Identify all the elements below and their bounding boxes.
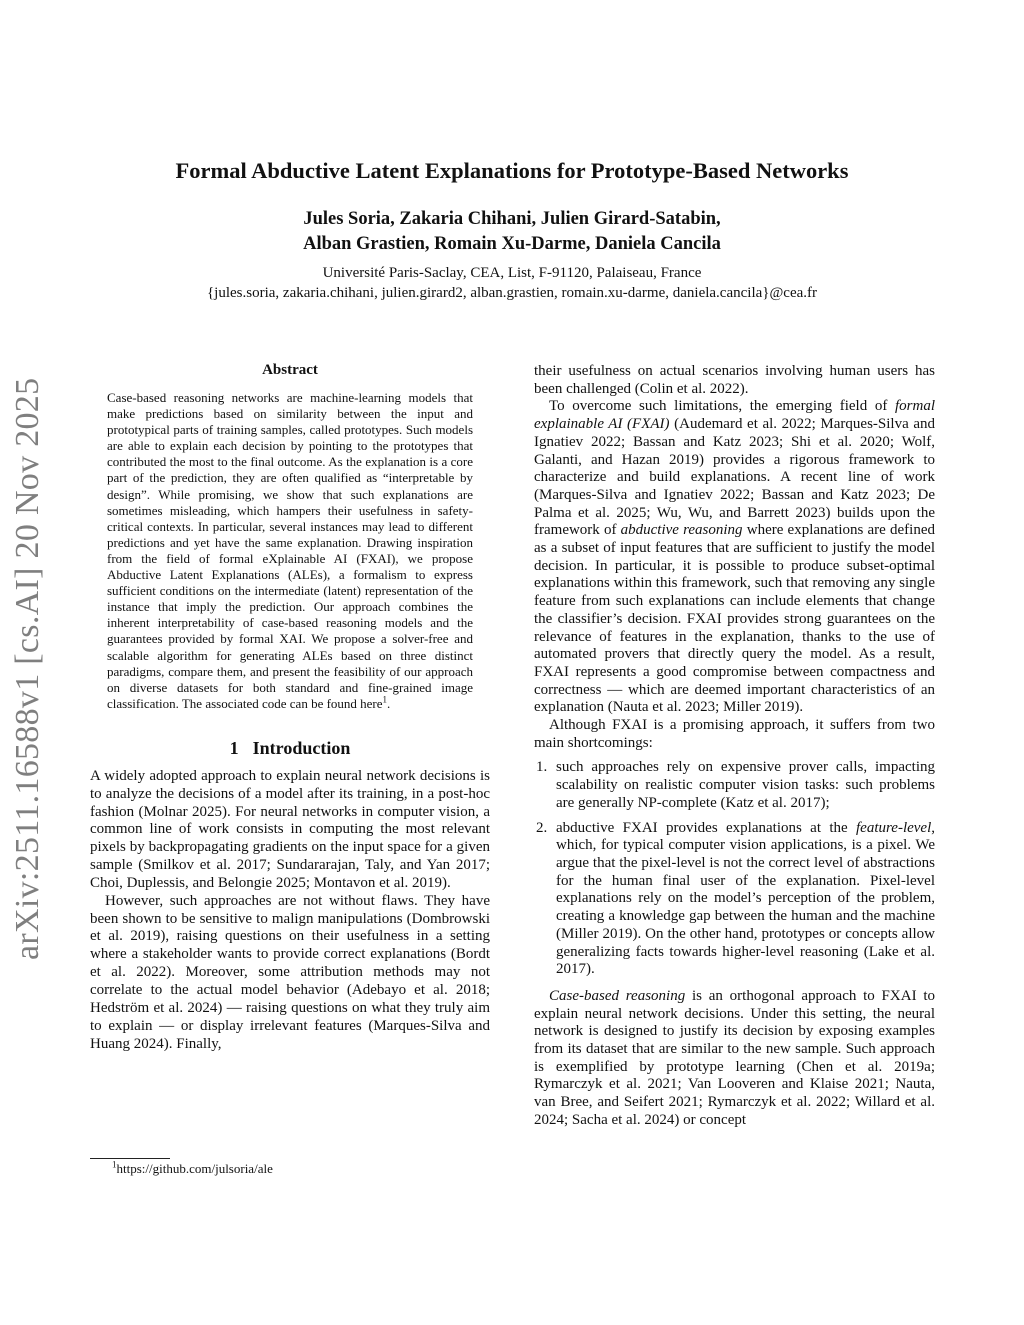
- footnote-reference: 1: [382, 694, 388, 705]
- list-item: [534, 759, 935, 812]
- abstract-body: Case-based reasoning networks are machine-learning models that make predictions based on similarity between the input and prototypical parts of training samples, called prototypes. Such models are able to explain each decision by pointing to the prototypes that contributed the most to the final outcome. As the explanation is a core part of the prediction, they are often qualified as “interpretable by design”. While promising, we show that such explanations are sometimes misleading, which hampers their usefulness in safety-critical contexts. In particular, several instances may lead to different predictions and yet have the same explanation. Drawing inspiration from the field of formal eXplainable AI (FXAI), we propose Abductive Latent Explanations (ALEs), a formalism to express sufficient conditions on the intermediate (latent) representation of the instance that imply the prediction. Our approach combines the inherent interpretability of case-based reasoning models and the guarantees provided by formal XAI. We propose a solver-free and scalable algorithm for generating ALEs based on three distinct paradigms, compare them, and present the feasibility of our approach on diverse datasets for both standard and fine-grained image classification. The associated code can be found here: [107, 390, 473, 711]
- section-heading-introduction: [90, 738, 490, 759]
- footnote-link[interactable]: https://github.com/julsoria/ale: [116, 1161, 273, 1176]
- arxiv-identifier: arXiv:2511.16588v1 [cs.AI] 20 Nov 2025: [9, 377, 46, 960]
- continued-paragraph: their usefulness on actual scenarios involving human users has been challenged (Colin et al. 2022).: [534, 363, 935, 397]
- section-number: 1: [229, 737, 239, 758]
- abstract-text: [107, 390, 473, 712]
- case-based-term: Case-based reasoning: [549, 987, 686, 1004]
- list-marker: 2.: [536, 819, 548, 836]
- intro-paragraph-1: A widely adopted approach to explain neural network decisions is to analyze the decisions of a model after its training, in a post-hoc fashion (Molnar 2025). For neural networks in computer vision, a common line of work consists in computing the most relevant pixels by backpropagating gradients on the input space for a given sample (Smilkov et al. 2017; Sundararajan, Taly, and Yan 2017; Choi, Duplessis, and Belongie 2025; Montavon et al. 2019).: [90, 767, 490, 891]
- affiliation-block: [0, 263, 1024, 303]
- list-item: [534, 820, 935, 979]
- list-item-text-1: abductive FXAI provides explanations at the: [556, 819, 857, 836]
- footnote-rule: [90, 1158, 170, 1159]
- list-item-text-2: , which, for typical computer vision applications, is a pixel. We argue that the pixel-level is not the correct level of abstractions for the human final user of the explanation. Pixel-level explanations rely on the model’s perception of the problem, creating a knowledge gap between the human and the machine (Miller 2019). On the other hand, prototypes or concepts allow generalizing facts towards higher-level reasoning (Lake et al. 2017).: [556, 819, 935, 978]
- fxai-paragraph: [534, 398, 935, 717]
- shortcomings-paragraph: Although FXAI is a promising approach, it suffers from two main shortcomings:: [534, 717, 935, 751]
- affiliation: Université Paris-Saclay, CEA, List, F-91120, Palaiseau, France: [322, 265, 702, 281]
- list-marker: 1.: [536, 759, 548, 776]
- fxai-text-1: To overcome such limitations, the emerging field of: [549, 398, 895, 415]
- fxai-text-3: where explanations are defined as a subset of input features that are sufficient to justify the model decision. In particular, it is possible to produce subset-optimal explanations within this framework, such that removing any single feature from such explanations can include elements that change the classifier’s decision. FXAI provides strong guarantees on the relevance of features in the explanation, thanks to the use of automated provers that directly query the model. As a result, FXAI represents a good compromise between compactness and correctness — which are deemed important characteristics of an explanation (Nauta et al. 2023; Miller 2019).: [534, 522, 935, 716]
- authors-line-1: Jules Soria, Zakaria Chihani, Julien Girard-Satabin,: [303, 209, 721, 229]
- abstract-heading: Abstract: [262, 362, 318, 378]
- paper-title: Formal Abductive Latent Explanations for Prototype-Based Networks: [175, 158, 849, 183]
- right-column: [534, 363, 935, 1130]
- left-column: [90, 362, 490, 1053]
- case-based-text: is an orthogonal approach to FXAI to explain neural network decisions. Under this setting, the neural network is designed to justify its decision by exposing examples from its dataset that are similar to the new sample. Such approach is exemplified by prototype learning (Chen et al. 2019a; Rymarczyk et al. 2021; Van Looveren and Klaise 2021; Nauta, van Bree, and Seifert 2021; Rymarczyk et al. 2022; Willard et al. 2024; Sacha et al. 2024) or concept: [534, 987, 935, 1128]
- author-list: [0, 207, 1024, 257]
- abductive-term: abductive reasoning: [620, 522, 743, 539]
- list-item-text: such approaches rely on expensive prover calls, impacting scalability on realistic computer vision tasks: such problems are generally NP-complete (Katz et al. 2017);: [556, 759, 935, 811]
- fxai-term: formal explainable AI (FXAI): [534, 398, 935, 433]
- authors-line-2: Alban Grastien, Romain Xu-Darme, Daniela Cancila: [303, 234, 721, 254]
- shortcomings-list: [534, 759, 935, 978]
- abstract-end: .: [387, 695, 391, 711]
- author-emails: {jules.soria, zakaria.chihani, julien.girard2, alban.grastien, romain.xu-darme, daniela.cancila}@cea.fr: [206, 285, 818, 301]
- fxai-text-2: (Audemard et al. 2022; Marques-Silva and Ignatiev 2022; Bassan and Katz 2023; Shi et al. 2020; Wolf, Galanti, and Hazan 2019) provides a rigorous framework to characterize and build explanations. A recent line of work (Marques-Silva and Ignatiev 2022; Bassan and Katz 2023; De Palma et al. 2025; Wu, Wu, and Barrett 2023) builds upon the framework of: [534, 416, 935, 539]
- case-based-paragraph: [534, 988, 935, 1130]
- intro-paragraph-2: However, such approaches are not without flaws. They have been shown to be sensitive to malign manipulations (Dombrowski et al. 2019), raising questions on their usefulness in a setting where a stakeholder wants to provide correct explanations (Bordt et al. 2022). Moreover, some attribution methods may not correlate to the actual model behavior (Adebayo et al. 2018; Hedström et al. 2024) — raising questions on what they truly aim to explain — or display irrelevant features (Marques-Silva and Huang 2024). Finally,: [90, 892, 490, 1052]
- feature-level-term: feature-level: [856, 819, 932, 836]
- footnote-mark: 1: [112, 1159, 117, 1170]
- section-title: Introduction: [252, 737, 351, 758]
- footnote: [112, 1161, 273, 1177]
